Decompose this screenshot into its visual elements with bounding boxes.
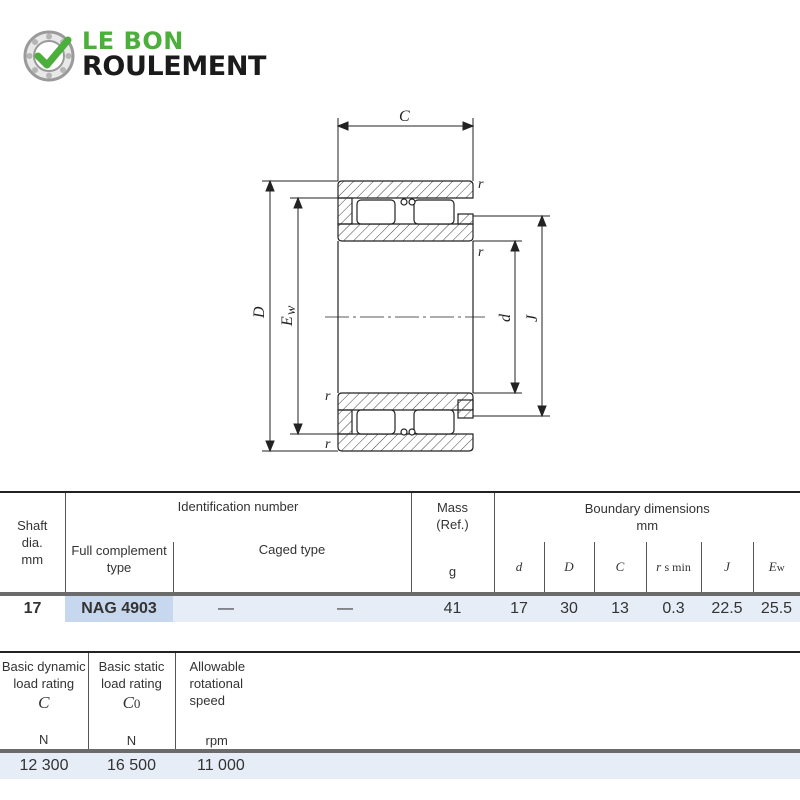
cell-rs: 0.3	[646, 596, 701, 622]
header-static-label: Basic static load rating	[98, 659, 165, 691]
upper-roller-right	[414, 200, 454, 224]
header-static-symbol-sub: 0	[133, 696, 141, 711]
header-dynamic-symbol: C	[38, 693, 50, 712]
header-speed-label: Allowable rotational speed	[189, 659, 246, 708]
header-boundary-dimensions: Boundary dimensions mm	[494, 492, 800, 542]
cell-Ew: 25.5	[753, 596, 800, 622]
header-mass-label: Mass (Ref.)	[436, 500, 469, 532]
cell-J: 22.5	[701, 596, 753, 622]
header-speed	[175, 652, 800, 749]
specification-table	[0, 491, 800, 622]
lower-roller-left	[357, 410, 395, 434]
cell-mass: 41	[411, 596, 494, 622]
header-static-load	[88, 652, 175, 749]
cell-dynamic: 12 300	[0, 753, 88, 779]
logo-text-line2: ROULEMENT	[82, 51, 267, 82]
header-col-C: C	[594, 542, 646, 592]
cell-D: 30	[544, 596, 594, 622]
lower-roller-right	[414, 410, 454, 434]
logo-text-line1: LE BON	[82, 27, 184, 55]
dim-label-Ew-sub: w	[284, 305, 299, 315]
header-shaft-dia: Shaft dia. mm	[0, 492, 65, 592]
header-speed-unit: rpm	[205, 733, 228, 748]
header-col-Ew-sub: w	[776, 562, 785, 574]
header-caged-type: Caged type	[258, 542, 326, 557]
dim-label-J: J	[524, 314, 541, 322]
cell-C: 13	[594, 596, 646, 622]
radius-label: r	[478, 177, 484, 192]
cell-d: 17	[494, 596, 544, 622]
cell-caged-1: —	[173, 596, 279, 622]
table-row	[0, 753, 800, 779]
header-dynamic-label: Basic dynamic load rating	[1, 659, 86, 691]
dim-label-Ew: E	[279, 316, 296, 326]
radius-label: r	[478, 245, 484, 260]
header-col-rs-sub: s min	[664, 560, 691, 574]
dim-label-C: C	[399, 108, 410, 125]
header-dynamic-load	[0, 652, 88, 749]
cell-speed: 11 000	[175, 753, 800, 779]
header-full-complement-type: Full complement type	[65, 542, 173, 592]
header-col-d: d	[494, 542, 544, 592]
header-col-D: D	[544, 542, 594, 592]
dim-label-D: D	[251, 306, 268, 318]
upper-inner-ring	[338, 224, 473, 241]
upper-outer-ring	[338, 181, 473, 198]
cell-caged-2: —	[279, 596, 411, 622]
header-col-Ew-symbol: E	[768, 559, 777, 574]
lower-inner-ring	[338, 393, 473, 410]
header-mass	[411, 492, 494, 592]
radius-label: r	[325, 389, 331, 404]
header-col-rs-symbol: r	[656, 559, 662, 574]
cell-shaft: 17	[0, 596, 65, 622]
header-col-rs	[646, 542, 701, 592]
upper-roller-left	[357, 200, 395, 224]
header-static-symbol	[89, 694, 175, 712]
header-dynamic-unit: N	[39, 732, 49, 747]
radius-label: r	[325, 437, 331, 452]
header-col-J: J	[701, 542, 753, 592]
lower-outer-ring	[338, 434, 473, 451]
dim-label-d: d	[497, 314, 514, 322]
table-row	[0, 596, 800, 622]
cell-full-complement[interactable]: NAG 4903	[65, 596, 173, 622]
header-col-Ew	[753, 542, 800, 592]
load-rating-table	[0, 651, 800, 779]
header-mass-unit: g	[448, 564, 457, 579]
header-identification-number: Identification number	[65, 492, 411, 542]
cell-static: 16 500	[88, 753, 175, 779]
header-static-unit: N	[126, 733, 137, 748]
header-static-symbol-letter: C	[122, 693, 134, 712]
